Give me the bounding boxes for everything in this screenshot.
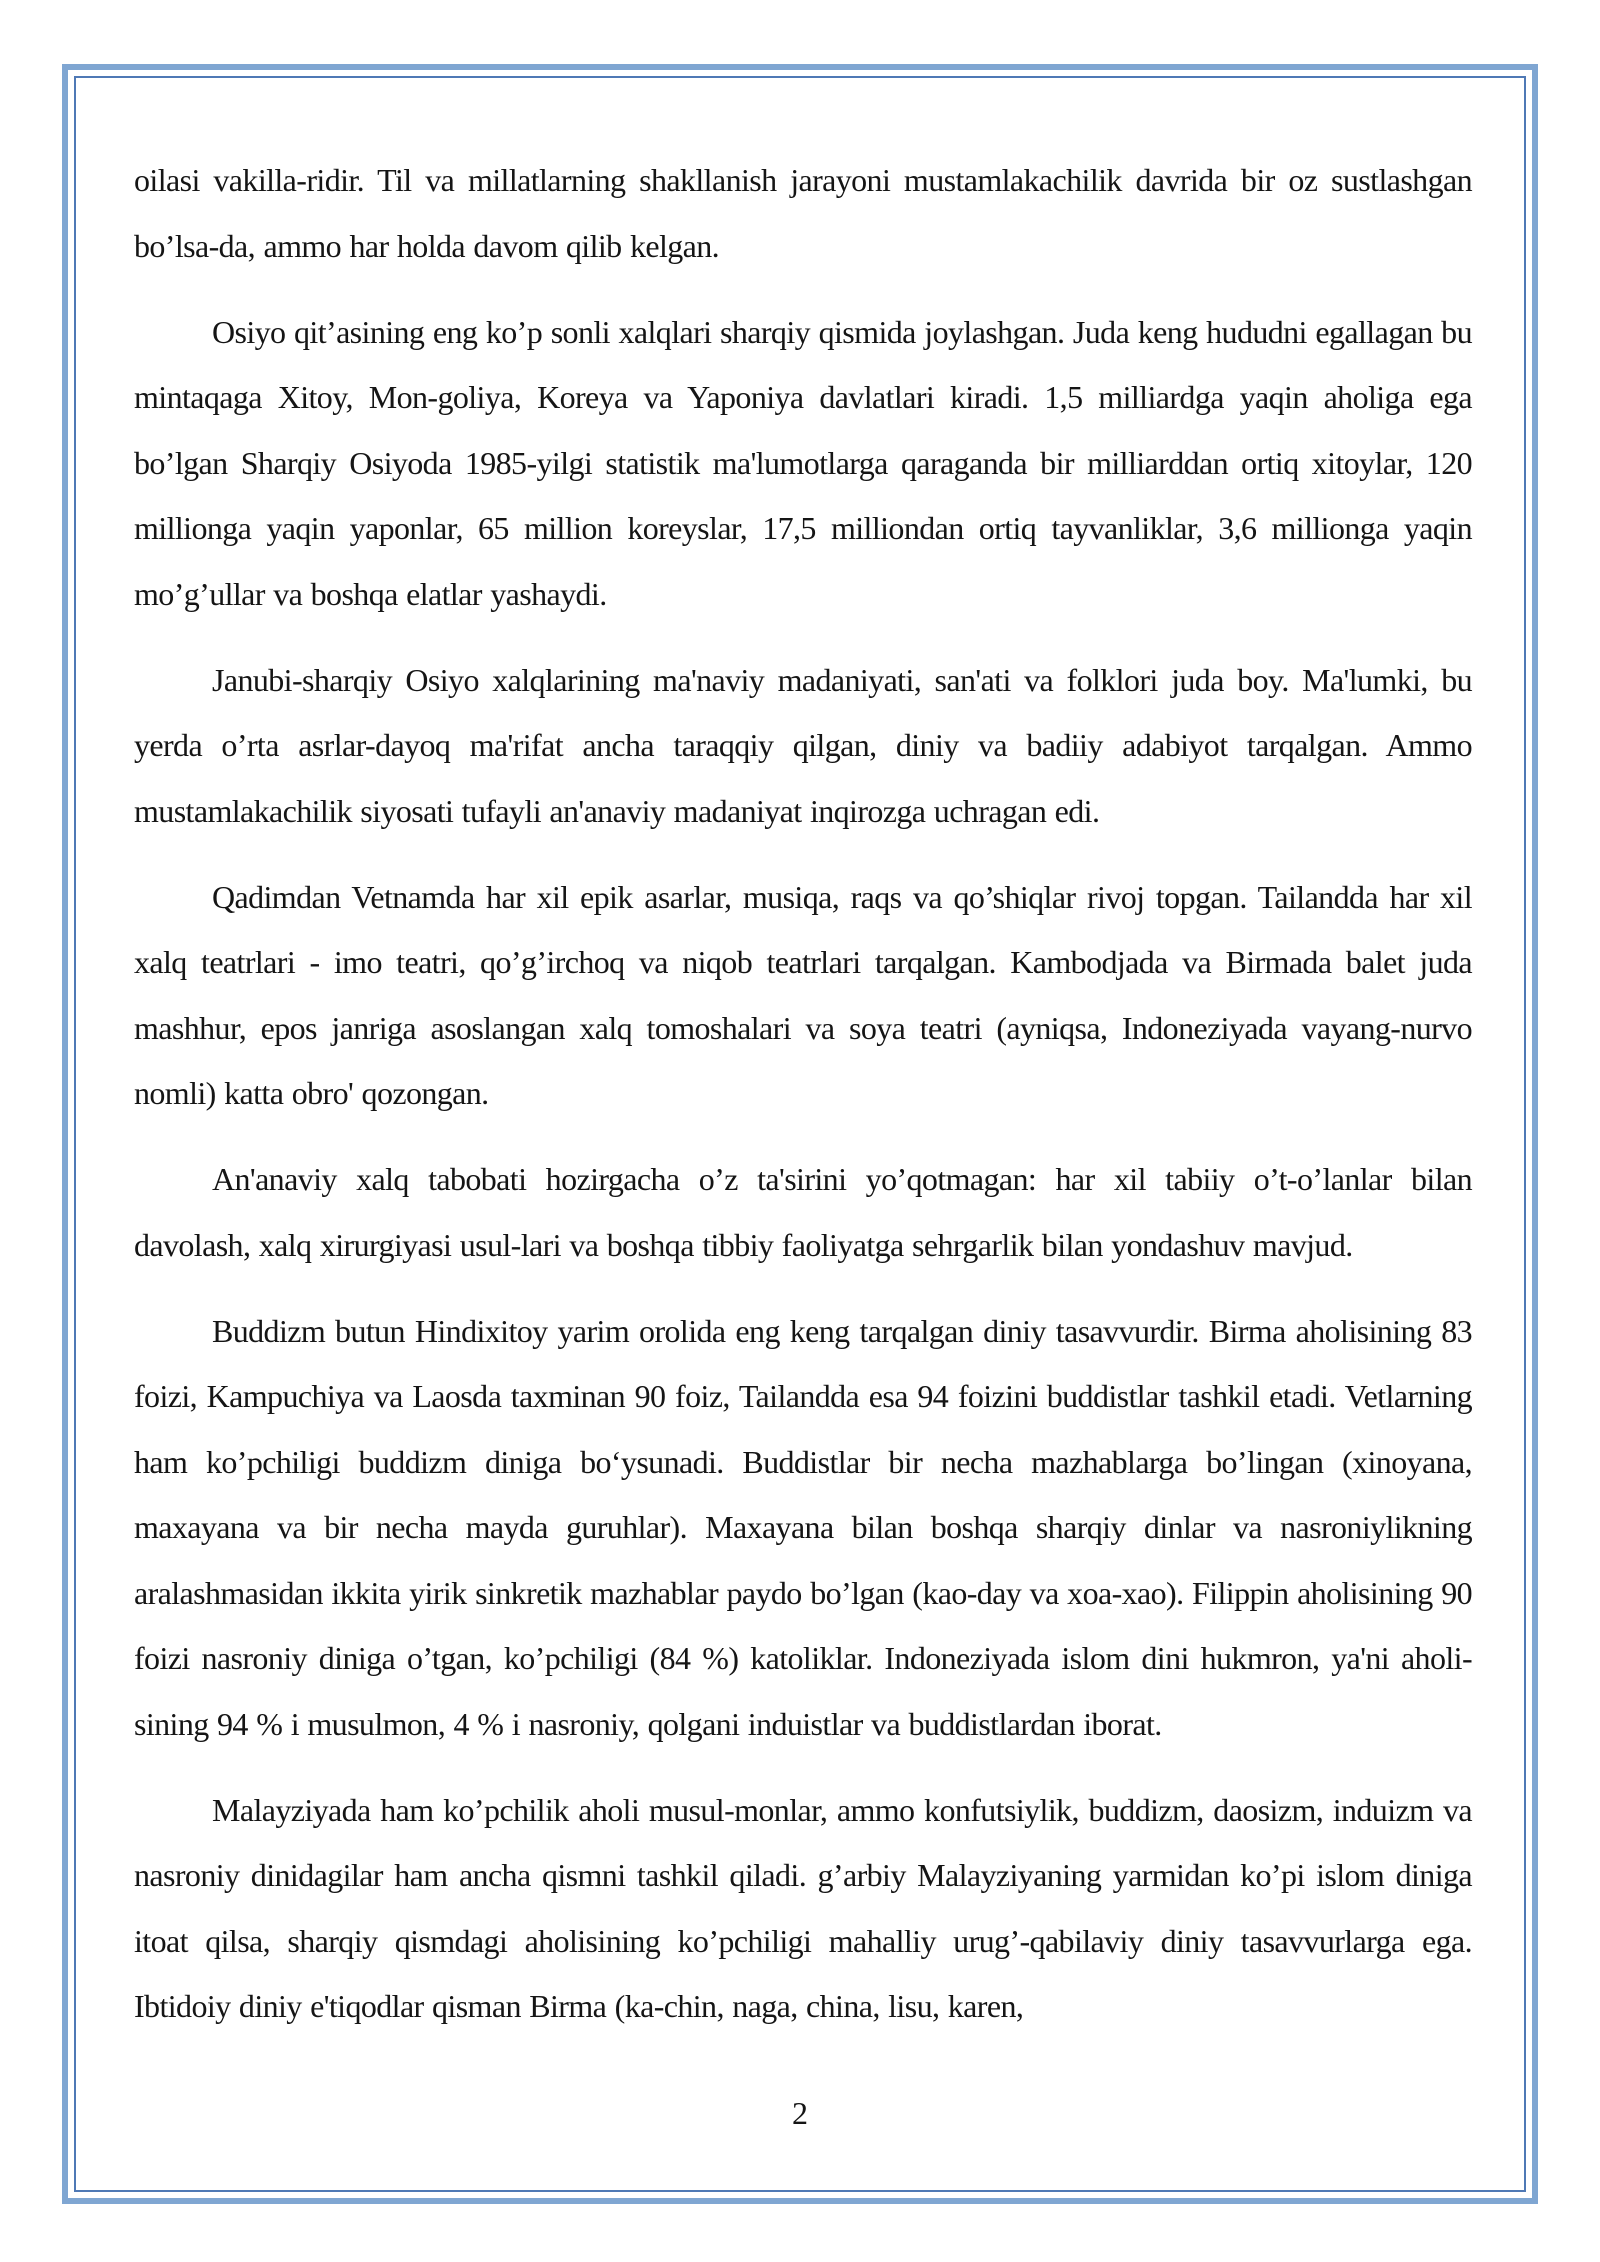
document-body [134, 148, 1472, 2060]
paragraph: An'anaviy xalq tabobati hozirgacha o’z ta'sirini yo’qotmagan: har xil tabiiy o’t-o’lanlar bilan davolash, xalq xirurgiyasi usul-lari va boshqa tibbiy faoliyatga sehrgarlik bilan yondashuv mavjud. [134, 1161, 1472, 1263]
paragraph: Malayziyada ham ko’pchilik aholi musul-monlar, ammo konfutsiylik, buddizm, daosizm, induizm va nasroniy dinidagilar ham ancha qismni tashkil qiladi. g’arbiy Malayziyaning yarmidan ko’pi islom diniga itoat qilsa, sharqiy qismdagi aholisining ko’pchiligi mahalliy urug’-qabilaviy diniy tasavvurlarga ega. Ibtidoiy diniy e'tiqodlar qisman Birma (ka-chin, naga, china, lisu, karen, [134, 1791, 1472, 2024]
paragraph: oilasi vakilla-ridir. Til va millatlarning shakllanish jarayoni mustamlakachilik davrida bir oz sustlashgan bo’lsa-da, ammo har holda davom qilib kelgan. [134, 162, 1472, 264]
paragraph: Janubi-sharqiy Osiyo xalqlarining ma'naviy madaniyati, san'ati va folklori juda boy. Ma'lumki, bu yerda o’rta asrlar-dayoq ma'rifat ancha taraqqiy qilgan, diniy va badiiy adabiyot tarqalgan. Ammo mustamlakachilik siyosati tufayli an'anaviy madaniyat inqirozga uchragan edi. [134, 661, 1472, 829]
paragraph: Buddizm butun Hindixitoy yarim orolida eng keng tarqalgan diniy tasavvurdir. Birma aholisining 83 foizi, Kampuchiya va Laosda taxminan 90 foiz, Tailandda esa 94 foizini buddistlar tashkil etadi. Vetlarning ham ko’pchiligi buddizm diniga bo‘ysunadi. Buddistlar bir necha mazhablarga bo’lingan (xinoyana, maxayana va bir necha mayda guruhlar). Maxayana bilan boshqa sharqiy dinlar va nasroniylikning aralashmasidan ikkita yirik sinkretik mazhablar paydo bo’lgan (kao-day va xoa-xao). Filippin aholisining 90 foizi nasroniy diniga o’tgan, ko’pchiligi (84 %) katoliklar. Indoneziyada islom dini hukmron, ya'ni aholi- sining 94 % i musulmon, 4 % i nasroniy, qolgani induistlar va buddistlardan iborat. [134, 1312, 1472, 1742]
page-number: 2 [792, 2095, 808, 2131]
paragraph: Osiyo qit’asining eng ko’p sonli xalqlari sharqiy qismida joylashgan. Juda keng hududni egallagan bu mintaqaga Xitoy, Mon-goliya, Koreya va Yaponiya davlatlari kiradi. 1,5 milliardga yaqin aholiga ega bo’lgan Sharqiy Osiyoda 1985-yilgi statistik ma'lumotlarga qaraganda bir milliarddan ortiq xitoylar, 120 millionga yaqin yaponlar, 65 million koreyslar, 17,5 milliondan ortiq tayvanliklar, 3,6 millionga yaqin mo’g’ullar va boshqa elatlar yashaydi. [134, 313, 1472, 612]
paragraph: Qadimdan Vetnamda har xil epik asarlar, musiqa, raqs va qo’shiqlar rivoj topgan. Tailandda har xil xalq teatrlari - imo teatri, qo’g’irchoq va niqob teatrlari tarqalgan. Kambodjada va Birmada balet juda mashhur, epos janriga asoslangan xalq tomoshalari va soya teatri (ayniqsa, Indoneziyada vayang-nurvo nomli) katta obro' qozongan. [134, 878, 1472, 1111]
